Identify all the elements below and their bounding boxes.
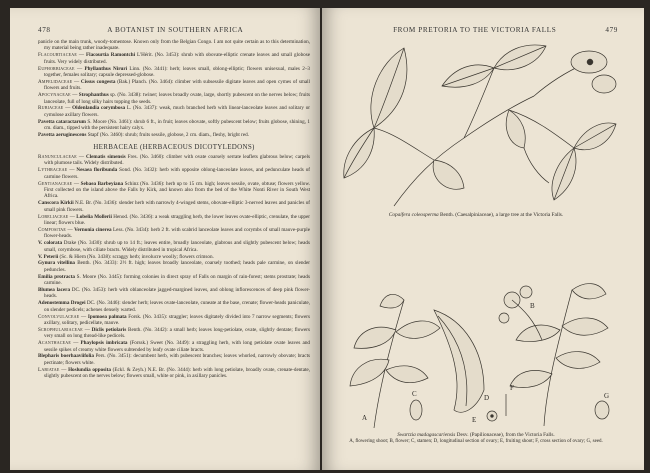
entry-paragraph: Euphorbiaceae — Phyllanthus Niruri Linn. (No. 3441): herb; leaves small, oblong-elliptic; flowers unisexual, males 2–3 together, females solitary; capsule depressed-globose. xyxy=(38,65,310,79)
family-name: Ampelidaceae xyxy=(38,78,73,85)
entry-paragraph: Ampelidaceae — Cissus congesta (Bak.) Planch. (No. 3464): climber with subsessile digitate leaves and open cymes of small flowers and fruits. xyxy=(38,78,310,92)
species-name: Pavetta aeruginescens xyxy=(38,132,87,139)
family-name: Flacourtiaceae xyxy=(38,52,77,59)
species-name: Flacourtia Ramontchi xyxy=(86,52,136,59)
entry-paragraph: Lythraceae — Nesaea floribunda Sond. (No. 3432): herb with opposite oblong-lanceolate leaves, and pedunculate heads of carmine flowers. xyxy=(38,167,310,180)
entry-list-top xyxy=(38,39,310,139)
entry-paragraph xyxy=(38,353,310,366)
figure-letter-g: G xyxy=(604,392,610,400)
entry-paragraph: Apocynaceae — Strophanthus sp. (No. 3438): twiner; leaves broadly ovate, large, shortly pubescent on the nerves below; fruits lanceolate, full of long silky hairs topping the seeds. xyxy=(38,92,310,105)
entry-paragraph xyxy=(38,260,310,273)
figure-letter-d: D xyxy=(484,394,490,402)
entry-description: Forsk. (No. 3435): straggler; leaves digitately divided into 7 narrow segments; flowers axillary, solitary, pedicellate, mauve. xyxy=(44,313,311,326)
species-name: Sebaea Barbeyiana xyxy=(80,180,124,187)
entry-paragraph: Convolvulaceae — Ipomoea palmata Forsk. (No. 3435): straggler; leaves digitately divided into 7 narrow segments; flowers axillary, solitary, pedicellate, mauve. xyxy=(38,313,311,326)
family-name: Labiatae xyxy=(38,366,60,373)
entry-description: DC. (No. 3453): herb with oblanceolate jagged-margined leaves, and oblong inflorescences of deep pink flower-heads. xyxy=(44,286,310,300)
page-number-right: 479 xyxy=(605,26,618,34)
entry-description: (Eckl. & Zeyh.) N.E. Br. (No. 3444): herb with long petiolate, broadly ovate, crenate-dentate, slightly pubescent on the nerves below; flowers small, white or pink, in axillary panicles. xyxy=(44,366,310,380)
left-running-header xyxy=(38,26,310,34)
figure-letter-e: E xyxy=(472,416,477,424)
family-name: Apocynaceae xyxy=(38,92,71,99)
species-name: Oldenlandia corymbosa xyxy=(72,105,126,112)
species-name: Nesaea floribunda xyxy=(76,167,118,174)
entry-paragraph: Flacourtiaceae — Flacourtia Ramontchi L'Hérit. (No. 3453): shrub with obovate-elliptic crenate leaves and small globose fruits. Very widely distributed. xyxy=(38,52,310,65)
entry-paragraph: Labiatae — Hoslundia opposita (Eckl. & Zeyh.) N.E. Br. (No. 3444): herb with long petiolate, broadly ovate, crenate-dentate, slightly pubescent on the nerves below; flowers small, white or pink, in axillary panicles. xyxy=(38,366,310,380)
family-name: Convolvulaceae xyxy=(38,313,80,320)
entry-paragraph: Compositae — Vernonia cinerea Less. (No. 3434): herb 2 ft. with scabrid lanceolate leaves and corymbs of small mauve-purple flower-heads. xyxy=(38,226,310,240)
species-name: Blumea lacera xyxy=(38,286,71,293)
figure-letter-b: B xyxy=(530,302,535,310)
entry-description: Benth. (No. 3442): a small herb; leaves long-petiolate, ovate, slightly dentate; flowers very small on long thread-like pedicels. xyxy=(44,326,311,340)
copaifera-illustration xyxy=(334,38,618,208)
entry-description: S. Moore (No. 3461): shrub 6 ft., in fruit; leaves obovate, softly pubescent below; fruits globose, shining, 1 cm. diam., tipped with the persistent hairy calyx. xyxy=(44,118,310,132)
family-name: Compositae xyxy=(38,226,66,233)
entry-list-bottom xyxy=(38,154,310,380)
figure1-species: Copaifera coleosperma xyxy=(388,212,439,218)
figure-letter-a: A xyxy=(362,414,368,422)
running-head-right: FROM PRETORIA TO THE VICTORIA FALLS xyxy=(393,26,557,34)
figure2-caption xyxy=(338,432,614,445)
species-name: Cissus congesta xyxy=(80,78,116,85)
entry-paragraph xyxy=(38,254,310,260)
family-name: Scrophulariaceae xyxy=(38,326,83,333)
species-name: Hoslundia opposita xyxy=(68,366,111,373)
family-name: Gentianaceae xyxy=(38,180,73,187)
entry-paragraph xyxy=(38,274,310,287)
entry-paragraph xyxy=(38,132,310,138)
figure2-legend: A, flowering shoot; B, flower; C, stamen; D, longitudinal section of ovary; E, fruiting shoot; F, cross section of ovary; G, seed. xyxy=(349,438,603,444)
species-name: V. colorata xyxy=(38,240,63,247)
figure1-caption-text: Benth. (Caesalpiniaceae), a large tree at the Victoria Falls. xyxy=(440,212,564,218)
entry-paragraph: Acanthaceae — Phaylopsis imbricata (Forssk.) Sweet (No. 3449): a straggling herb, with long petiolate ovate leaves and sessile spikes of creamy white flowers subtended by leafy ovate ciliate bracts. xyxy=(38,340,310,353)
entry-description: Stapf (No. 3460): shrub; fruits sessile, globose, 2 cm. diam., fleshy, bright red. xyxy=(87,132,249,139)
entry-paragraph: Ranunculaceae — Clematis simensis Fres. (No. 3460): climber with ovate coarsely serrate leaflets glabrous below; carpels with plumose tails. Widely distributed. xyxy=(38,153,310,167)
entry-paragraph xyxy=(38,240,310,253)
right-running-header xyxy=(334,26,618,34)
family-name: Lythraceae xyxy=(38,167,68,174)
entry-description: Linn. (No. 3441): herb; leaves small, oblong-elliptic; flowers unisexual, males 2–3 together, females solitary; capsule depressed-globose. xyxy=(44,65,310,79)
figure2-caption-text: Desv. (Papilionaceae), from the Victoria Falls. xyxy=(456,432,555,438)
species-name: Diclis petiolaris xyxy=(91,326,127,333)
figure-letter-c: C xyxy=(412,390,417,398)
species-name: Pavetta cataractarum xyxy=(38,118,86,125)
entry-paragraph xyxy=(38,39,310,52)
entry-paragraph: Scrophulariaceae — Diclis petiolaris Benth. (No. 3442): a small herb; leaves long-petiolate, ovate, slightly dentate; flowers very small on long thread-like pedicels. xyxy=(38,326,311,340)
figure2-species: Swartzia madagascariensis xyxy=(397,432,456,438)
entry-description: (Sc. & Hiern (No. 3438): scraggy herb; involucre woolly; flowers crimson. xyxy=(59,253,214,260)
entry-description: sp. (No. 3438): twiner; leaves broadly ovate, large, shortly pubescent on the nerves below; fruits lanceolate, full of long silky hairs topping the seeds. xyxy=(44,92,310,105)
entry-paragraph xyxy=(38,300,310,313)
species-name: Canscora Kirkii xyxy=(38,200,74,207)
entry-description: Schinz (No. 3436): herb up to 15 cm. high; leaves sessile, ovate, obtuse; flowers yellow. First collected on the island above the Falls by Kirk, and known also from the bed of the White Nonti River in South West Africa. xyxy=(44,180,310,200)
entry-description: Benth. (No. 3433): 2½ ft. high; leaves broadly lanceolate, coarsely toothed; heads pale carmine, on slender peduncles. xyxy=(44,260,310,273)
entry-description: panicle on the main trunk, woody-tomentose. Known only from the Belgian Congo. I am not quite certain as to this determination, my material being rather inadequate. xyxy=(38,39,310,52)
entry-description: S. Moore (No. 3445): forming colonies in direct spray of Falls on margin of rain-forest; stems prostrate; heads carmine. xyxy=(44,273,310,287)
species-name: Vernonia cinerea xyxy=(74,226,112,233)
left-page xyxy=(10,8,320,470)
figure1-caption xyxy=(338,212,614,219)
section-heading: HERBACEAE (HERBACEOUS DICOTYLEDONS) xyxy=(93,142,255,151)
running-head-left: A BOTANIST IN SOUTHERN AFRICA xyxy=(107,26,244,34)
family-name: Acanthaceae xyxy=(38,340,72,347)
entry-description: DC. (No. 3446): slender herb; leaves ovate-lanceolate, cuneate at the base, crenate; flower-heads paniculate, on slender pedicels; achenes densely warted. xyxy=(44,300,310,313)
entry-description: Less. (No. 3434): herb 2 ft. with scabrid lanceolate leaves and corymbs of small mauve-purple flower-heads. xyxy=(44,226,310,240)
family-name: Lobeliaceae xyxy=(38,213,69,220)
entry-description: Fres. (No. 3460): climber with ovate coarsely serrate leaflets glabrous below; carpels with plumose tails. Widely distributed. xyxy=(44,153,310,167)
figure-letter-f: F xyxy=(510,384,514,392)
family-name: Rubiaceae xyxy=(38,105,64,112)
species-name: Adenostemma Drogei xyxy=(38,300,86,307)
entry-description: Drake (No. 3430): shrub up to 14 ft.; leaves entire, broadly lanceolate, glabrous and slightly pubescent below; heads small, corymbose, with ciliate bracts. Widely distributed in tropical Africa. xyxy=(44,240,310,253)
species-name: V. Peterii xyxy=(38,253,59,260)
entry-description: Pers. (No. 3451): decumbent herb, with pubescent branches; leaves whorled, narrowly obovate; bracts pectinate; flowers white. xyxy=(44,353,310,366)
species-name: Clematis simensis xyxy=(86,153,126,160)
entry-description: Sond. (No. 3432): herb with opposite oblong-lanceolate leaves, and pedunculate heads of carmine flowers. xyxy=(44,167,310,180)
species-name: Blepharis boerhaaviifolia xyxy=(38,353,94,360)
entry-paragraph: Lobeliaceae — Lobelia Mollerii Henod. (No. 3436): a weak straggling herb, the lower leaves ovate-elliptic, crenulate, the upper linear; flowers blue. xyxy=(38,213,310,227)
species-name: Emilia protracta xyxy=(38,273,75,280)
entry-paragraph xyxy=(38,200,310,213)
entry-paragraph xyxy=(38,287,310,300)
entry-description: Henod. (No. 3436): a weak straggling herb, the lower leaves ovate-elliptic, crenulate, the upper linear; flowers blue. xyxy=(44,213,310,227)
entry-description: N.E. Br. (No. 3436): slender herb with narrowly 4-winged stems, obovate-elliptic 3-nerved leaves and panicles of small pink flowers. xyxy=(44,200,310,213)
species-name: Phaylopsis imbricata xyxy=(80,340,128,347)
entry-description: L'Hérit. (No. 3453): shrub with obovate-elliptic crenate leaves and small globose fruits. Very widely distributed. xyxy=(44,52,310,65)
page-number-left: 478 xyxy=(38,26,51,34)
entry-description: (Bak.) Planch. (No. 3464): climber with subsessile digitate leaves and open cymes of small flowers and fruits. xyxy=(44,78,310,92)
swartzia-illustration xyxy=(334,270,618,430)
entry-paragraph: Rubiaceae — Oldenlandia corymbosa L. (No. 3437): weak, much branched herb with linear-lanceolate leaves and solitary or cymulose axillary flowers. xyxy=(38,105,310,118)
family-name: Euphorbiaceae xyxy=(38,65,75,72)
entry-paragraph: Gentianaceae — Sebaea Barbeyiana Schinz (No. 3436): herb up to 15 cm. high; leaves sessile, ovate, obtuse; flowers yellow. First collected on the island above the Falls by Kirk, and known also from the bed of the White Nonti River in South West Africa. xyxy=(38,180,310,200)
species-name: Ipomoea palmata xyxy=(87,313,127,320)
entry-description: (Forssk.) Sweet (No. 3449): a straggling herb, with long petiolate ovate leaves and sessile spikes of creamy white flowers subtended by leafy ovate ciliate bracts. xyxy=(44,340,310,353)
family-name: Ranunculaceae xyxy=(38,153,77,160)
species-name: Strophanthus xyxy=(78,92,109,99)
right-page xyxy=(322,8,644,470)
species-name: Lobelia Mollerii xyxy=(76,213,112,220)
species-name: Gynura vitellina xyxy=(38,260,76,267)
left-body-text xyxy=(38,39,310,380)
entry-paragraph xyxy=(38,119,310,132)
entry-description: L. (No. 3437): weak, much branched herb with linear-lanceolate leaves and solitary or cymulose axillary flowers. xyxy=(44,105,310,118)
species-name: Phyllanthus Niruri xyxy=(84,65,128,72)
